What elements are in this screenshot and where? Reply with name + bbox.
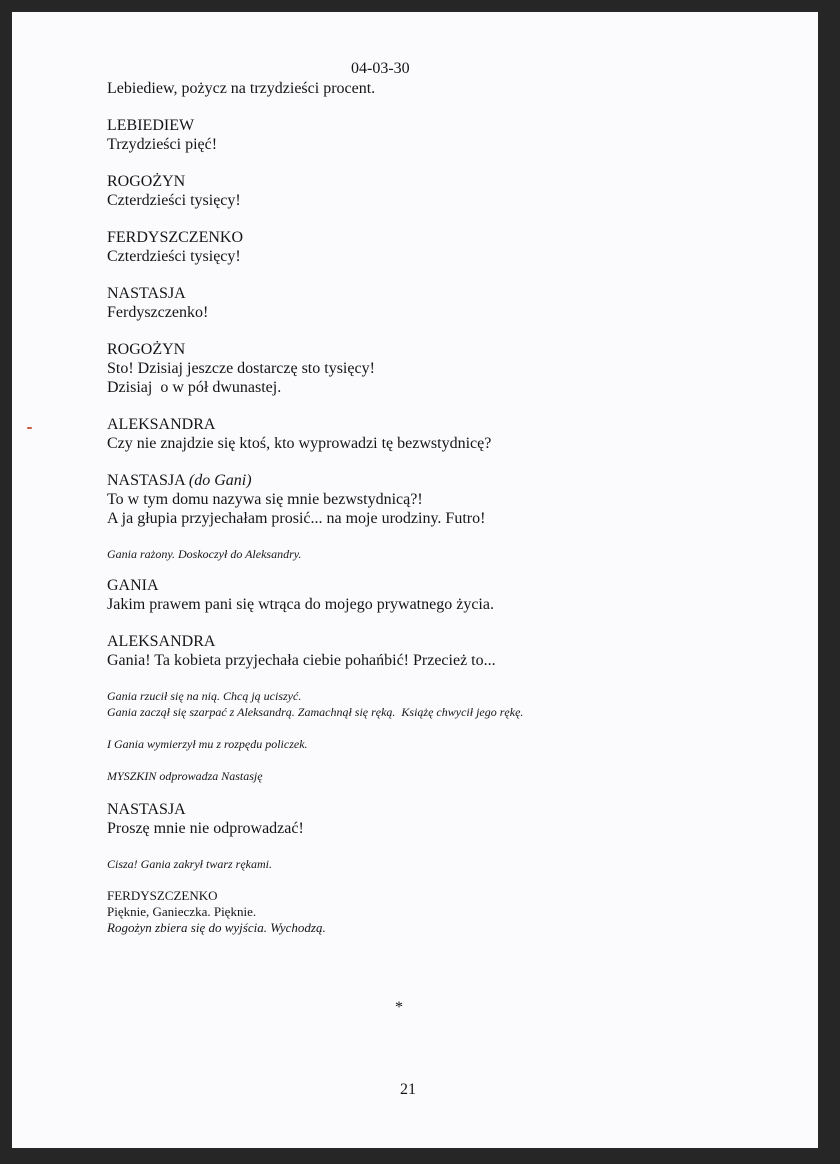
scan-speck [27,427,32,429]
stage-direction: Cisza! Gania zakrył twarz rękami. [107,857,272,871]
stage-direction: Gania rażony. Doskoczył do Aleksandry. [107,547,302,561]
dialogue-line: Trzydzieści pięć! [107,136,218,153]
speaker-aside: (do Gani) [188,472,252,489]
speaker-name: LEBIEDIEW [107,117,195,134]
speaker-name: ALEKSANDRA [107,416,216,433]
dialogue-line: To w tym domu nazywa się mnie bezwstydnicą?! [107,491,423,508]
dialogue-line: Lebiediew, pożycz na trzydzieści procent. [107,80,376,97]
speaker-name: ALEKSANDRA [107,633,216,650]
dialogue-line: A ja głupia przyjechałam prosić... na moje urodziny. Futro! [107,510,486,527]
stage-direction: MYSZKIN odprowadza Nastasję [107,769,263,783]
speaker-name: FERDYSZCZENKO [107,888,218,903]
speaker-name: NASTASJA [107,285,186,302]
script-body [107,79,797,936]
dialogue-line: Sto! Dzisiaj jeszcze dostarczę sto tysięcy! [107,360,375,377]
page-date: 04-03-30 [351,60,410,77]
speaker-label: NASTASJA [107,472,189,489]
dialogue-line: Ferdyszczenko! [107,304,209,321]
scene-separator: * [395,999,403,1016]
speaker-name: GANIA [107,577,159,594]
speaker-name: FERDYSZCZENKO [107,229,244,246]
speaker-name: NASTASJA [107,801,186,818]
page-number: 21 [400,1081,416,1098]
speaker-name [107,471,797,490]
stage-direction: Gania zaczął się szarpać z Aleksandrą. Zamachnął się ręką. Książę chwycił jego rękę. [107,705,524,719]
speaker-name: ROGOŻYN [107,341,186,358]
stage-direction: Gania rzucił się na nią. Chcą ją uciszyć. [107,689,302,703]
dialogue-line: Proszę mnie nie odprowadzać! [107,820,304,837]
dialogue-line: Jakim prawem pani się wtrąca do mojego prywatnego życia. [107,596,494,613]
document-page [12,12,818,1148]
dialogue-line: Pięknie, Ganieczka. Pięknie. [107,904,257,919]
dialogue-line: Czterdzieści tysięcy! [107,192,241,209]
dialogue-line: Czterdzieści tysięcy! [107,248,241,265]
dialogue-line: Gania! Ta kobieta przyjechała ciebie pohańbić! Przecież to... [107,652,496,669]
stage-direction: Rogożyn zbiera się do wyjścia. Wychodzą. [107,920,326,935]
speaker-name: ROGOŻYN [107,173,186,190]
stage-direction: I Gania wymierzył mu z rozpędu policzek. [107,737,308,751]
dialogue-line: Dzisiaj o w pół dwunastej. [107,379,282,396]
dialogue-line: Czy nie znajdzie się ktoś, kto wyprowadzi tę bezwstydnicę? [107,435,492,452]
